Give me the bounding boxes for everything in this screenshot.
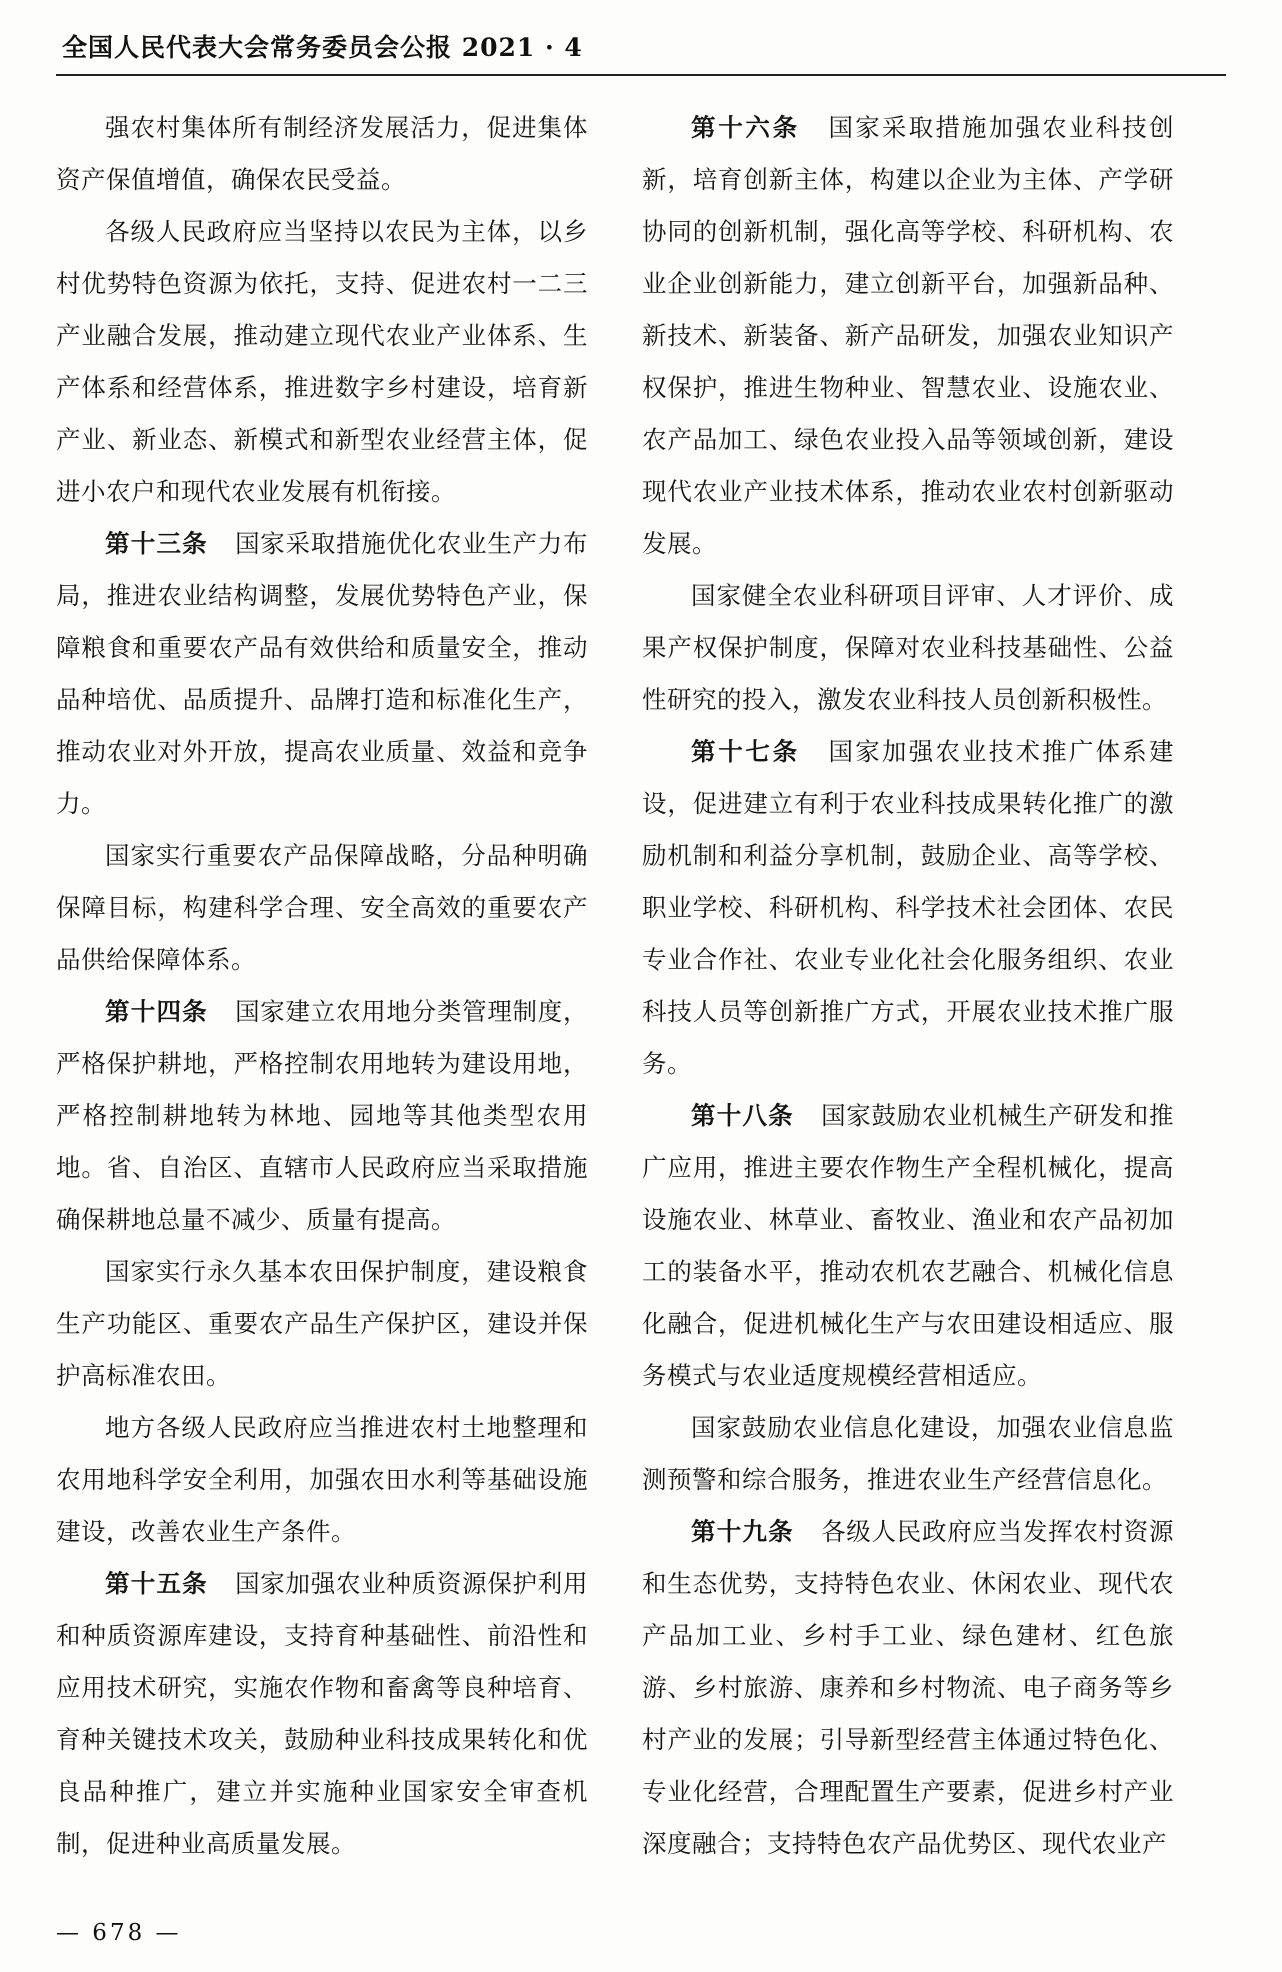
paragraph-text: 国家鼓励农业机械生产研发和推广应用，推进主要农作物生产全程机械化，提高设施农业、林草业、畜牧业、渔业和农产品初加工的装备水平，推动农机农艺融合、机械化信息化融合，促进机械化生产与农田建设相适应、服务模式与农业适度规模经营相适应。 <box>642 1101 1175 1390</box>
paragraph-text: 国家鼓励农业信息化建设，加强农业信息监测预警和综合服务，推进农业生产经营信息化。 <box>642 1413 1174 1494</box>
paragraph-text: 国家建立农用地分类管理制度，严格保护耕地，严格控制农用地转为建设用地，严格控制耕地转为林地、园地等其他类型农用地。省、自治区、直辖市人民政府应当采取措施确保耕地总量不减少、质量有提高。 <box>56 997 589 1234</box>
article-label: 第十七条 <box>691 737 800 766</box>
article-label: 第十五条 <box>105 1569 208 1598</box>
paragraph <box>56 102 588 206</box>
article-label: 第十六条 <box>691 113 800 142</box>
paragraph-text: 国家采取措施加强农业科技创新，培育创新主体，构建以企业为主体、产学研协同的创新机制，强化高等学校、科研机构、农业企业创新能力，建立创新平台，加强新品种、新技术、新装备、新产品研发，加强农业知识产权保护，推进生物种业、智慧农业、设施农业、农产品加工、绿色农业投入品等领域创新，建设现代农业产业技术体系，推动农业农村创新驱动发展。 <box>642 113 1175 558</box>
header-divider <box>56 74 1226 76</box>
paragraph <box>642 1090 1174 1402</box>
paragraph-text: 国家实行重要农产品保障战略，分品种明确保障目标，构建科学合理、安全高效的重要农产品供给保障体系。 <box>56 841 588 974</box>
article-label: 第十四条 <box>105 997 208 1026</box>
page-header: 全国人民代表大会常务委员会公报 2021 · 4 <box>62 33 583 62</box>
paragraph <box>642 570 1174 726</box>
paragraph <box>56 1402 588 1558</box>
article-label: 第十九条 <box>691 1517 794 1546</box>
paragraph <box>56 1246 588 1402</box>
paragraph <box>56 830 588 986</box>
paragraph-text: 国家采取措施优化农业生产力布局，推进农业结构调整，发展优势特色产业，保障粮食和重要农产品有效供给和质量安全，推动品种培优、品质提升、品牌打造和标准化生产，推动农业对外开放，提高农业质量、效益和竞争力。 <box>56 529 589 818</box>
paragraph-text: 国家加强农业种质资源保护利用和种质资源库建设，支持育种基础性、前沿性和应用技术研究，实施农作物和畜禽等良种培育、育种关键技术攻关，鼓励种业科技成果转化和优良品种推广，建立并实施种业国家安全审查机制，促进种业高质量发展。 <box>56 1569 589 1858</box>
paragraph-text: 各级人民政府应当坚持以农民为主体，以乡村优势特色资源为依托，支持、促进农村一二三产业融合发展，推动建立现代农业产业体系、生产体系和经营体系，推进数字乡村建设，培育新产业、新业态、新模式和新型农业经营主体，促进小农户和现代农业发展有机衔接。 <box>56 217 588 506</box>
paragraph <box>56 206 588 518</box>
paragraph-text: 国家健全农业科研项目评审、人才评价、成果产权保护制度，保障对农业科技基础性、公益性研究的投入，激发农业科技人员创新积极性。 <box>642 581 1174 714</box>
paragraph <box>642 102 1174 570</box>
page-number: — 678 — <box>56 1920 182 1946</box>
paragraph <box>642 1402 1174 1506</box>
two-column-body <box>56 102 1226 1862</box>
paragraph <box>56 986 588 1246</box>
paragraph-text: 地方各级人民政府应当推进农村土地整理和农用地科学安全利用，加强农田水利等基础设施建设，改善农业生产条件。 <box>56 1413 588 1546</box>
article-label: 第十八条 <box>691 1101 794 1130</box>
paragraph <box>56 1558 588 1870</box>
paragraph-text: 国家加强农业技术推广体系建设，促进建立有利于农业科技成果转化推广的激励机制和利益分享机制，鼓励企业、高等学校、职业学校、科研机构、科学技术社会团体、农民专业合作社、农业专业化社会化服务组织、农业科技人员等创新推广方式，开展农业技术推广服务。 <box>642 737 1175 1078</box>
paragraph-text: 国家实行永久基本农田保护制度，建设粮食生产功能区、重要农产品生产保护区，建设并保护高标准农田。 <box>56 1257 588 1390</box>
left-column <box>56 102 588 1862</box>
right-column <box>642 102 1174 1862</box>
paragraph-text: 强农村集体所有制经济发展活力，促进集体资产保值增值，确保农民受益。 <box>56 113 588 194</box>
article-label: 第十三条 <box>105 529 208 558</box>
paragraph <box>56 518 588 830</box>
paragraph <box>642 1506 1174 1870</box>
paragraph-text: 各级人民政府应当发挥农村资源和生态优势，支持特色农业、休闲农业、现代农产品加工业、乡村手工业、绿色建材、红色旅游、乡村旅游、康养和乡村物流、电子商务等乡村产业的发展；引导新型经营主体通过特色化、专业化经营，合理配置生产要素，促进乡村产业深度融合；支持特色农产品优势区、现代农业产 <box>642 1517 1175 1858</box>
paragraph <box>642 726 1174 1090</box>
